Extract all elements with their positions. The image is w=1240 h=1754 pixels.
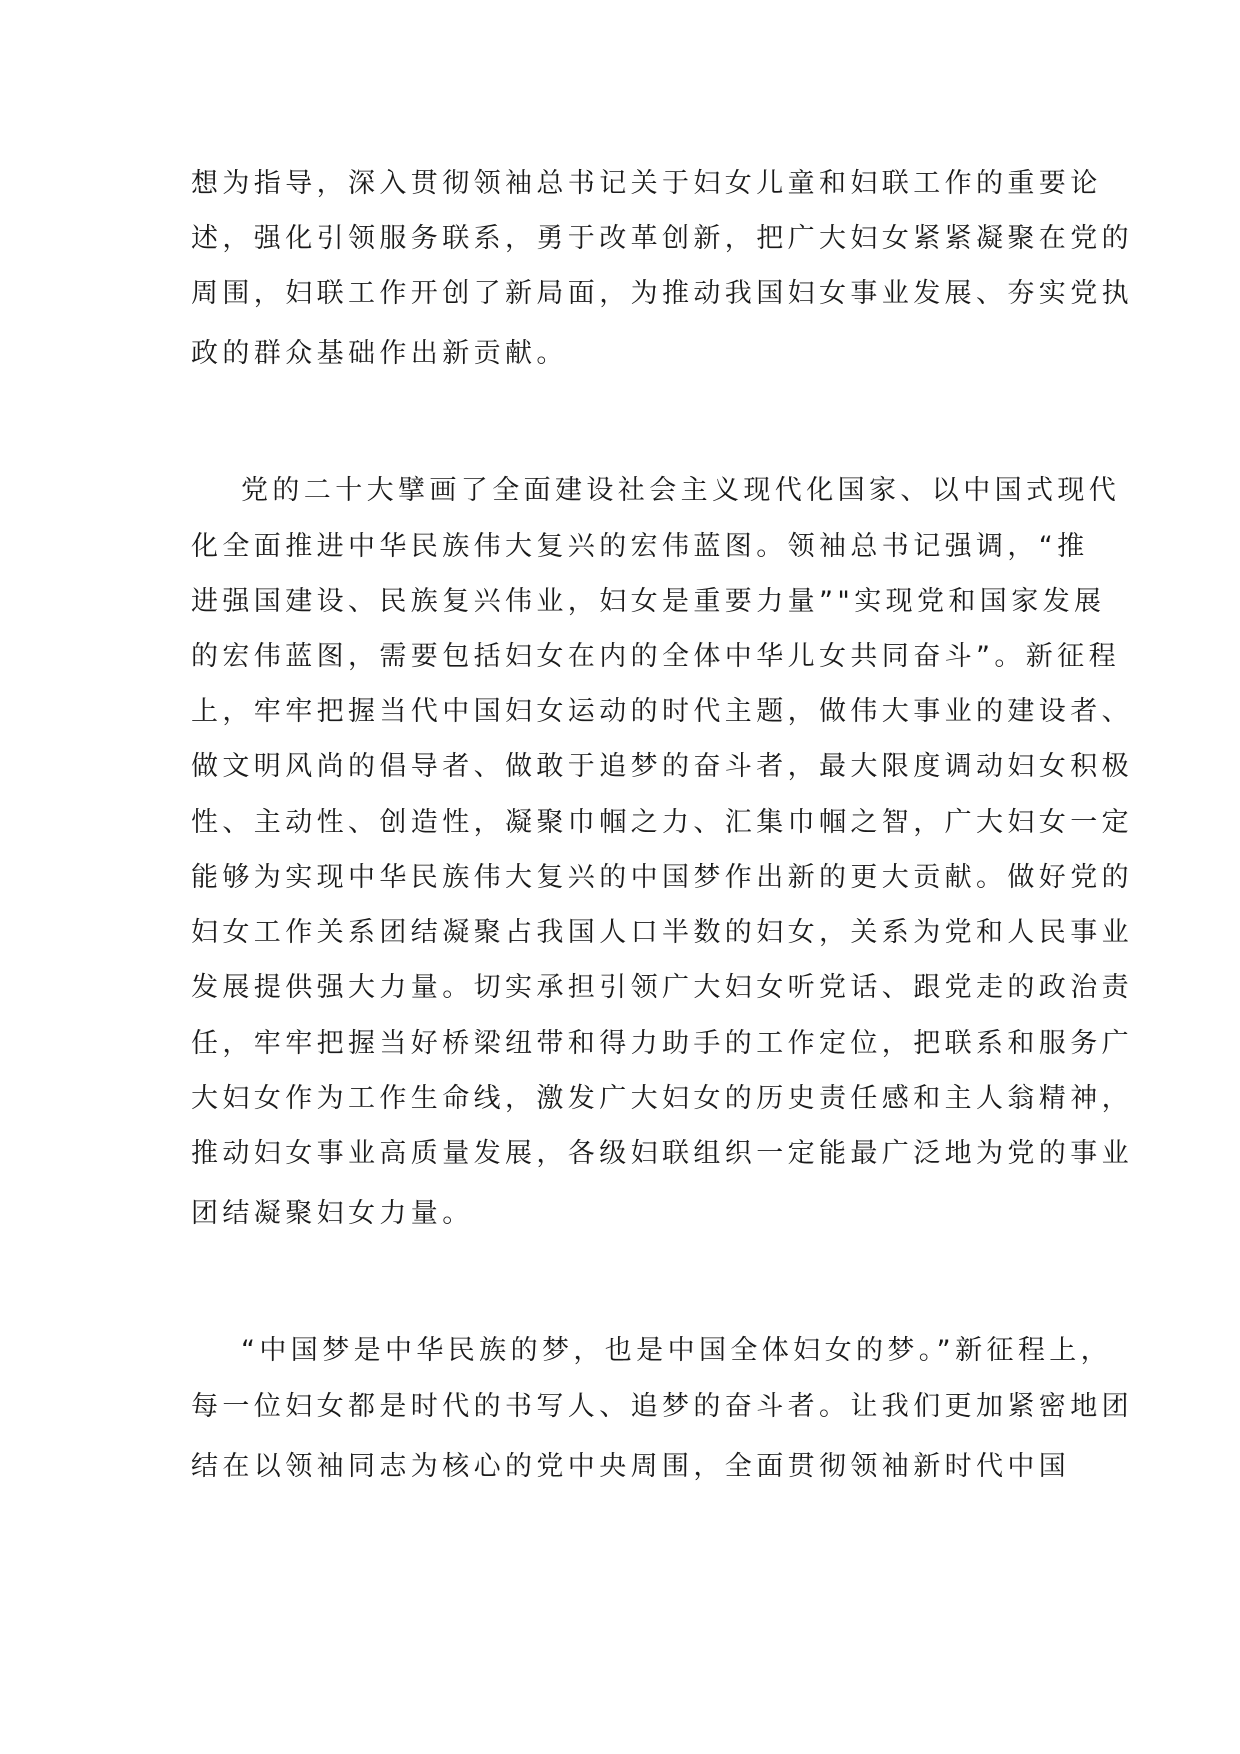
paragraph-2-line-3: 进强国建设、民族复兴伟业，妇女是重要力量”"实现党和国家发展 xyxy=(191,586,1106,617)
paragraph-2-line-11: 任，牢牢把握当好桥梁纽带和得力助手的工作定位，把联系和服务广 xyxy=(191,1028,1133,1059)
paragraph-1-line-3: 周围，妇联工作开创了新局面，为推动我国妇女事业发展、夯实党执 xyxy=(191,278,1133,309)
paragraph-2-line-6: 做文明风尚的倡导者、做敢于追梦的奋斗者，最大限度调动妇女积极 xyxy=(191,751,1133,782)
paragraph-2-line-8: 能够为实现中华民族伟大复兴的中国梦作出新的更大贡献。做好党的 xyxy=(191,862,1133,893)
paragraph-1-line-4: 政的群众基础作出新贡献。 xyxy=(191,338,568,369)
paragraph-3-line-3: 结在以领袖同志为核心的党中央周围，全面贯彻领袖新时代中国 xyxy=(191,1451,1071,1482)
paragraph-2-line-9: 妇女工作关系团结凝聚占我国人口半数的妇女，关系为党和人民事业 xyxy=(191,917,1133,948)
paragraph-2-line-12: 大妇女作为工作生命线，激发广大妇女的历史责任感和主人翁精神， xyxy=(191,1083,1133,1114)
paragraph-3-line-1: “中国梦是中华民族的梦，也是中国全体妇女的梦。”新征程上， xyxy=(241,1335,1113,1366)
paragraph-2-line-10: 发展提供强大力量。切实承担引领广大妇女听党话、跟党走的政治责 xyxy=(191,972,1133,1003)
paragraph-2-line-7: 性、主动性、创造性，凝聚巾帼之力、汇集巾帼之智，广大妇女一定 xyxy=(191,807,1133,838)
paragraph-1-line-1: 想为指导，深入贯彻领袖总书记关于妇女儿童和妇联工作的重要论 xyxy=(191,168,1102,199)
paragraph-2-line-5: 上，牢牢把握当代中国妇女运动的时代主题，做伟大事业的建设者、 xyxy=(191,696,1133,727)
paragraph-3-line-2: 每一位妇女都是时代的书写人、追梦的奋斗者。让我们更加紧密地团 xyxy=(191,1391,1133,1422)
paragraph-1-line-2: 述，强化引领服务联系，勇于改革创新，把广大妇女紧紧凝聚在党的 xyxy=(191,223,1133,254)
paragraph-2-line-4: 的宏伟蓝图，需要包括妇女在内的全体中华儿女共同奋斗”。新征程 xyxy=(191,641,1120,672)
paragraph-2-line-14: 团结凝聚妇女力量。 xyxy=(191,1198,474,1229)
paragraph-2-line-2: 化全面推进中华民族伟大复兴的宏伟蓝图。领袖总书记强调，“推 xyxy=(191,531,1089,562)
paragraph-2-line-13: 推动妇女事业高质量发展，各级妇联组织一定能最广泛地为党的事业 xyxy=(191,1138,1133,1169)
paragraph-2-line-1: 党的二十大擘画了全面建设社会主义现代化国家、以中国式现代 xyxy=(241,475,1121,506)
